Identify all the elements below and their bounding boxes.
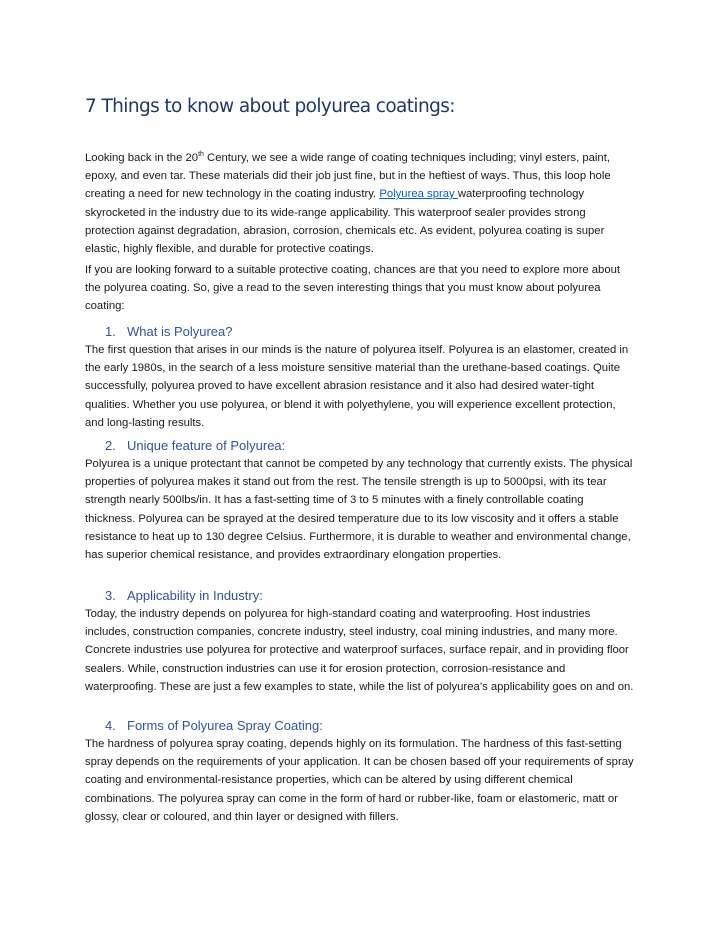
- section-number: 1.: [105, 324, 116, 339]
- section-title: What is Polyurea?: [127, 324, 233, 339]
- section-heading: [85, 437, 635, 455]
- intro-text-start: Looking back in the 20: [85, 152, 199, 164]
- intro-text-middle: Century, we see a wide range of coating techniques including; vinyl esters, paint, epoxy, and even tar. These materials did their job just fine, but in the heftiest of ways. Thus, this loop hole creating a need for new technology in the coating industry.: [85, 152, 611, 201]
- section-heading: [85, 717, 635, 735]
- section-applicability: [85, 587, 635, 696]
- section-body: The hardness of polyurea spray coating, depends highly on its formulation. The hardness of this fast-setting spray depends on the requirements of your application. It can be chosen based off your requirements of spray coating and environmental-resistance properties, which can be altered by using different chemical combinations. The polyurea spray can come in the form of hard or rubber-like, foam or elastomeric, matt or glossy, clear or coloured, and thin layer or designed with fillers.: [85, 738, 634, 823]
- section-title: Applicability in Industry:: [127, 588, 263, 603]
- section-body: Today, the industry depends on polyurea for high-standard coating and waterproofing. Host industries includes, construction companies, concrete industry, steel industry, coal mining industries, and many more. Concrete industries use polyurea for protective and waterproof surfaces, surface repair, and in providing floor sealers. While, construction industries can use it for erosion protection, corrosion-resistance and waterproofing. These are just a few examples to state, while the list of polyurea’s applicability goes on and on.: [85, 608, 634, 693]
- section-heading: [85, 587, 635, 605]
- intro-text-end: waterproofing technology skyrocketed in the industry due to its wide-range applicability. This waterproof sealer provides strong protection against degradation, abrasion, corrosion, chemicals etc. As evident, polyurea coating is super elastic, highly flexible, and durable for protective coatings.: [85, 188, 605, 256]
- section-body: The first question that arises in our minds is the nature of polyurea itself. Polyurea is an elastomer, created in the early 1980s, in the search of a less moisture sensitive material than the urethane-based coatings. Quite successfully, polyurea proved to have excellent abrasion resistance and it also had desired water-tight qualities. Whether you use polyurea, or blend it with polyethylene, you will experience excellent protection, and long-lasting results.: [85, 344, 629, 429]
- section-what-is-polyurea: [85, 323, 635, 432]
- section-body: Polyurea is a unique protectant that cannot be competed by any technology that currently exists. The physical properties of polyurea makes it stand out from the rest. The tensile strength is up to 5000psi, with its tear strength nearly 500lbs/in. It has a fast-setting time of 3 to 5 minutes with a finely controllable coating thickness. Polyurea can be sprayed at the desired temperature due to its low viscosity and it offers a stable resistance to heat up to 130 degree Celsius. Furthermore, it is durable to weather and environmental change, has superior chemical resistance, and provides extraordinary elongation properties.: [85, 458, 633, 562]
- section-heading: [85, 323, 635, 341]
- polyurea-spray-link[interactable]: Polyurea spray: [379, 188, 458, 201]
- section-title: Forms of Polyurea Spray Coating:: [127, 718, 323, 733]
- intro-paragraph-2: If you are looking forward to a suitable protective coating, chances are that you need to explore more about the polyurea coating. So, give a read to the seven interesting things that you must know about polyurea coating:: [85, 264, 621, 313]
- section-number: 3.: [105, 588, 116, 603]
- section-number: 2.: [105, 438, 116, 453]
- page-title: 7 Things to know about polyurea coatings:: [85, 96, 455, 117]
- section-unique-feature: [85, 437, 635, 564]
- intro-paragraph-1: [85, 149, 635, 258]
- section-forms-of-spray-coating: [85, 717, 635, 826]
- ordinal-superscript: th: [198, 151, 204, 159]
- section-number: 4.: [105, 718, 116, 733]
- section-title: Unique feature of Polyurea:: [127, 438, 286, 453]
